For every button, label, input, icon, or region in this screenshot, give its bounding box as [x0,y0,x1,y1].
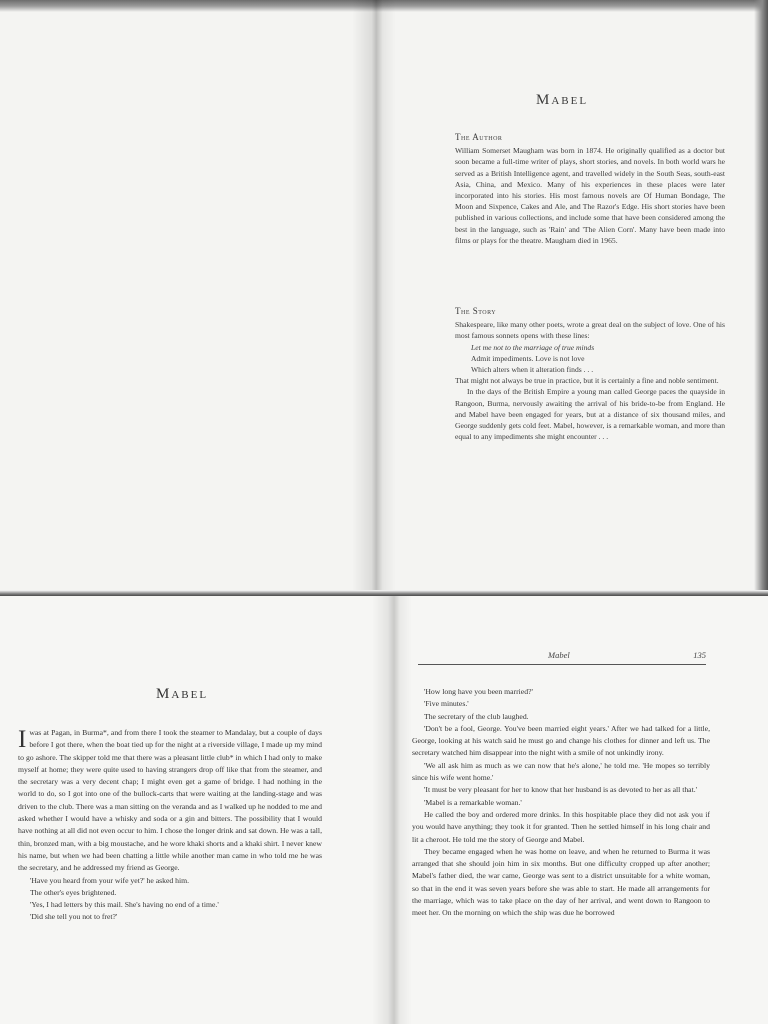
story-paragraph: The secretary of the club laughed. [424,711,529,721]
running-header [418,648,706,665]
book-gutter [352,0,396,596]
verse-line: Admit impediments. Love is not love [471,353,585,363]
book-gutter [372,596,412,1024]
story-heading: The Story [455,306,497,316]
story-after-verse: That might not always be true in practice, but it is certainly a fine and noble sentiment. [455,376,719,386]
story-paragraph: 'We all ask him as much as we can now that he's alone,' he told me. 'He mopes so terribly since his wife went home.' [412,760,710,783]
story-paragraph: 'Have you heard from your wife yet?' he asked him. [30,875,190,885]
story-paragraph: They became engaged when he was home on leave, and when he returned to Burma it was arranged that she should join him in six months. But one difficulty cropped up after another; Mabel's father died, the war came, George was sent to a district unsuitable for a white woman, so that in the end it was seven years before she was able to start. He made all arrangements for the marriage, which was to take place on the day of her arrival, and went down to Rangoon to meet her. On the morning on which the ship was due he borrowed [412,846,710,918]
story-intro-paragraph: Shakespeare, like many other poets, wrote a great deal on the subject of love. One of his most famous sonnets opens with these lines: [455,320,725,341]
story-paragraph: 'Yes, I had letters by this mail. She's having no end of a time.' [30,900,219,910]
story-right-column [412,686,710,1024]
story-paragraph: 'It must be very pleasant for her to know that her husband is as devoted to her as all that.' [424,785,698,795]
story-paragraph: 'Mabel is a remarkable woman.' [424,797,522,807]
first-paragraph-text: was at Pagan, in Burma*, and from there I took the steamer to Mandalay, but a couple of days before I got there, when the boat tied up for the night at a riverside village, I made up my mind to go ashore. The skipper told me that there was a pleasant little club* in which I had only to make myself at home; they were quite used to having strangers drop off like that from the steamer, and the secretary was a very decent chap; I might even get a game of bridge. I had nothing in the world to do, so I got into one of the bullock-carts that were waiting at the landing-stage and was driven to the club. There was a man sitting on the veranda and as I walked up he nodded to me and asked whether I would have a whisky and soda or a gin and bitters. The possibility that I would have nothing at all did not even occur to him. I chose the longer drink and sat down. He was a tall, thin, bronzed man, with a big moustache, and he wore khaki shorts and a khaki shirt. I never knew his name, but when we had been chatting a little while another man came in who told me he was the secretary, and he addressed my friend as George. [18,728,322,873]
page-number: 135 [693,650,706,660]
intro-page-title: Mabel [536,92,589,108]
story-paragraph: 'Did she tell you not to fret?' [30,912,118,922]
story-first-paragraph [18,727,322,875]
story-paragraph: 'Don't be a fool, George. You've been married eight years.' After we had talked for a little, George, looking at his watch said he must go and change his clothes for dinner and left us. The secretary watched him disappear into the night with a smile of not unkindly irony. [412,723,710,758]
running-head-title: Mabel [548,650,570,660]
story-page-title: Mabel [156,686,209,702]
story-paragraph: He called the boy and ordered more drinks. In this hospitable place they did not ask you if you would have anything; they took it for granted. Then he settled himself in his long chair and lit a cheroot. He told me the story of George and Mabel. [412,809,710,844]
story-paragraph: 'How long have you been married?' [424,687,533,696]
story-intro-section [455,306,725,442]
author-heading: The Author [455,132,503,142]
story-left-column [18,727,322,1024]
verse-line: Let me not to the marriage of true minds [471,342,595,352]
story-paragraph: 'Five minutes.' [424,699,469,709]
story-paragraph: The other's eyes brightened. [30,887,117,897]
page-edge-shadow [754,0,768,596]
drop-cap: I [18,727,27,753]
verse-line: Which alters when it alteration finds . . . [471,365,594,375]
author-section [455,132,725,246]
author-paragraph: William Somerset Maugham was born in 1874. He originally qualified as a doctor but soon became a full-time writer of plays, short stories, and novels. In both world wars he served as a British Intelligence agent, and travelled widely in the South Seas, south-east Asia, China, and Mexico. Many of his experiences in these places were later incorporated into his stories. His most famous novels are Of Human Bondage, The Moon and Sixpence, Cakes and Ale, and The Razor's Edge. His short stories have been published in various collections, and include some that have been considered among the best in the language, such as 'Rain' and 'The Alien Corn'. Many have been made into films or plays for the theatre. Maugham died in 1965. [455,146,725,245]
story-summary-paragraph: In the days of the British Empire a young man called George paces the quayside in Rangoon, Burma, nervously awaiting the arrival of his bride-to-be from England. He and Mabel have been engaged for years, but at a distance of six thousand miles, and George suddenly gets cold feet. Mabel, however, is a remarkable woman, and more than equal to any impediments she might encounter . . . [455,387,725,442]
